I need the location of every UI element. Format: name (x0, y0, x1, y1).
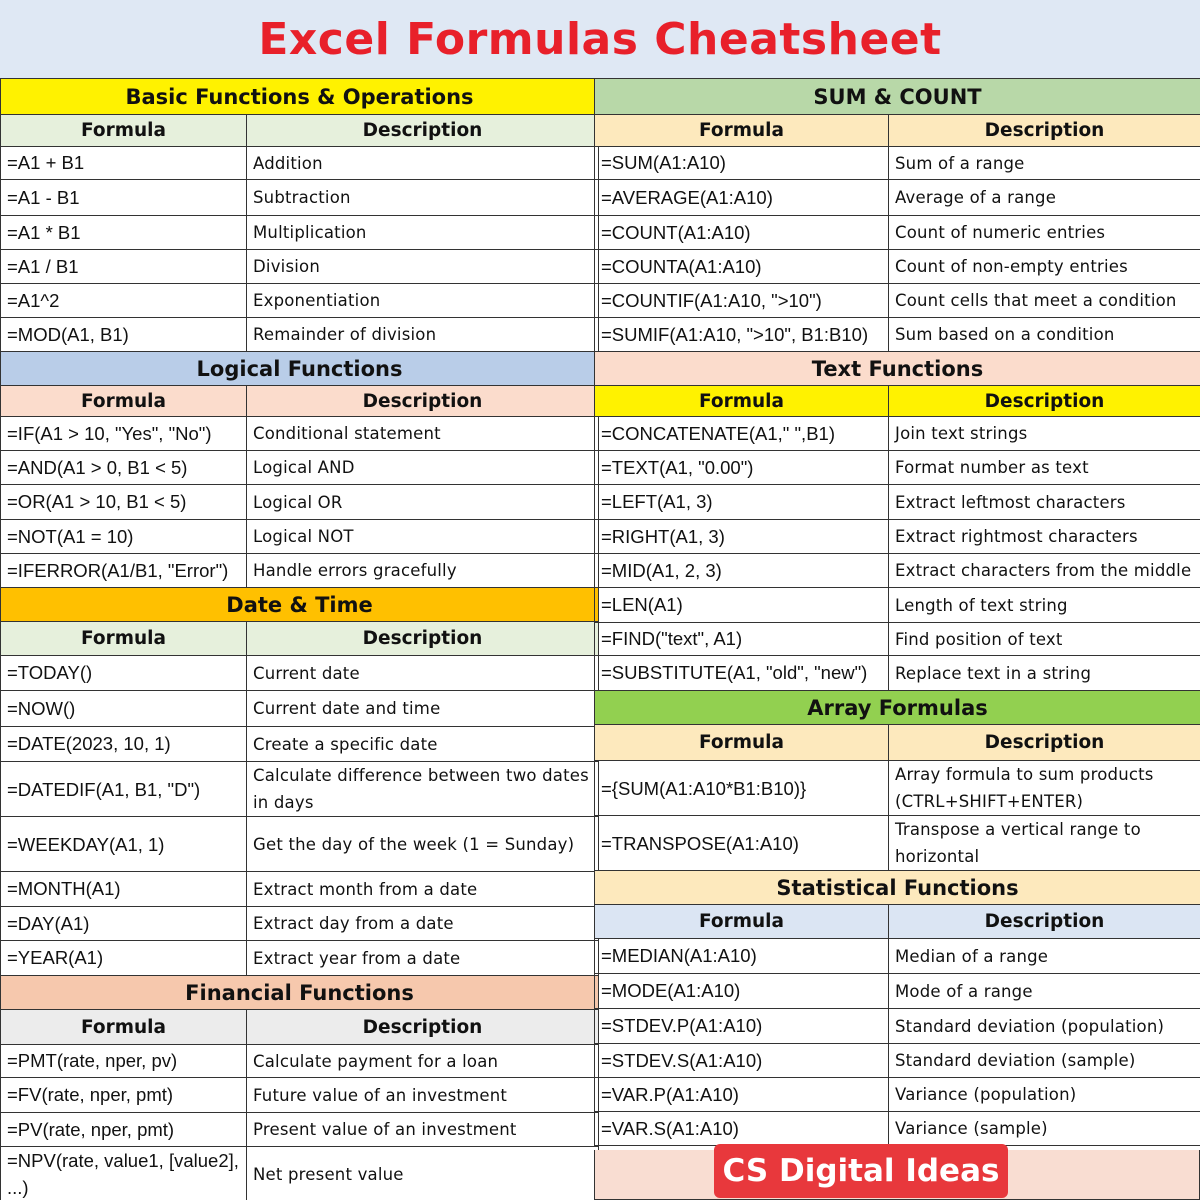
page-title: Excel Formulas Cheatsheet (258, 13, 942, 65)
formula-cell: =FV(rate, nper, pmt) (1, 1078, 247, 1113)
table-row (595, 417, 1200, 451)
section-title-row (1, 79, 599, 115)
table-row (595, 1044, 1200, 1078)
formula-cell: =RIGHT(A1, 3) (595, 520, 889, 554)
formula-cell: =AND(A1 > 0, B1 < 5) (1, 451, 247, 485)
table-row (595, 554, 1200, 588)
description-cell: Average of a range (889, 180, 1200, 216)
section-title: Array Formulas (595, 691, 1200, 725)
section-title-row (595, 871, 1200, 905)
description-cell: Extract rightmost characters (889, 520, 1200, 554)
table-row (1, 907, 599, 941)
description-column-header: Description (889, 386, 1200, 417)
table-row (1, 180, 599, 216)
description-cell: Extract day from a date (247, 907, 599, 941)
table-row (1, 1113, 599, 1147)
table-row (1, 485, 599, 520)
formula-cell: =MONTH(A1) (1, 872, 247, 907)
table-row (1, 417, 599, 451)
table-row (1, 1045, 599, 1078)
table-row (1, 762, 599, 817)
section-title-row (595, 79, 1200, 115)
description-cell: Extract leftmost characters (889, 485, 1200, 520)
formula-column-header: Formula (595, 115, 889, 147)
formula-cell: =SUBSTITUTE(A1, "old", "new") (595, 656, 889, 691)
formula-cell: =LEFT(A1, 3) (595, 485, 889, 520)
table-row (1, 941, 599, 976)
description-cell: Division (247, 250, 599, 284)
formula-cell: =IF(A1 > 10, "Yes", "No") (1, 417, 247, 451)
table-row (1, 727, 599, 762)
table-row (1, 872, 599, 907)
formula-column-header: Formula (1, 115, 247, 147)
table-row (595, 656, 1200, 691)
description-column-header: Description (889, 905, 1200, 939)
formula-cell: =A1 / B1 (1, 250, 247, 284)
right-column (594, 78, 1200, 1200)
formula-cell: =IFERROR(A1/B1, "Error") (1, 554, 247, 588)
description-cell: Future value of an investment (247, 1078, 599, 1113)
column-header-row (1, 622, 599, 656)
table-row (1, 691, 599, 727)
description-cell: Count cells that meet a condition (889, 284, 1200, 318)
table-row (1, 147, 599, 180)
description-cell: Calculate payment for a loan (247, 1045, 599, 1078)
formula-cell: =STDEV.S(A1:A10) (595, 1044, 889, 1078)
formula-cell: =COUNT(A1:A10) (595, 216, 889, 250)
description-cell: Logical AND (247, 451, 599, 485)
description-cell: Logical OR (247, 485, 599, 520)
formula-cell: =FIND("text", A1) (595, 623, 889, 656)
description-cell: Standard deviation (population) (889, 1009, 1200, 1044)
table-row (595, 974, 1200, 1009)
description-cell: Length of text string (889, 588, 1200, 623)
formula-cell: =MEDIAN(A1:A10) (595, 939, 889, 974)
description-column-header: Description (247, 1010, 599, 1045)
left-column (0, 78, 598, 1200)
section-title: Date & Time (1, 588, 599, 622)
description-cell: Count of non-empty entries (889, 250, 1200, 284)
description-cell: Transpose a vertical range to horizontal (889, 816, 1200, 871)
description-cell: Create a specific date (247, 727, 599, 762)
description-cell: Handle errors gracefully (247, 554, 599, 588)
column-header-row (1, 1010, 599, 1045)
description-column-header: Description (889, 725, 1200, 761)
description-cell: Array formula to sum products (CTRL+SHIFT+ENTER) (889, 761, 1200, 816)
description-cell: Find position of text (889, 623, 1200, 656)
description-cell: Median of a range (889, 939, 1200, 974)
formula-column-header: Formula (1, 1010, 247, 1045)
description-cell: Standard deviation (sample) (889, 1044, 1200, 1078)
watermark-text: CS Digital Ideas (722, 1153, 1000, 1189)
table-row (595, 318, 1200, 352)
table-row (1, 1078, 599, 1113)
formula-cell: =NOW() (1, 691, 247, 727)
table-row (1, 520, 599, 554)
description-cell: Variance (sample) (889, 1112, 1200, 1146)
column-header-row (595, 386, 1200, 417)
table-row (595, 180, 1200, 216)
formula-cell: =YEAR(A1) (1, 941, 247, 976)
formula-cell: =A1^2 (1, 284, 247, 318)
description-cell: Mode of a range (889, 974, 1200, 1009)
formula-cell: =MID(A1, 2, 3) (595, 554, 889, 588)
formula-cell: =AVERAGE(A1:A10) (595, 180, 889, 216)
left-table (0, 78, 599, 1200)
table-row (1, 1147, 599, 1200)
table-row (595, 939, 1200, 974)
section-title-row (595, 691, 1200, 725)
column-header-row (595, 905, 1200, 939)
description-column-header: Description (247, 115, 599, 147)
formula-cell: =VAR.P(A1:A10) (595, 1078, 889, 1112)
description-cell: Current date (247, 656, 599, 691)
formula-column-header: Formula (595, 386, 889, 417)
description-cell: Extract characters from the middle (889, 554, 1200, 588)
formula-cell: =NPV(rate, value1, [value2], ...) (1, 1147, 247, 1200)
description-cell: Join text strings (889, 417, 1200, 451)
description-cell: Remainder of division (247, 318, 599, 352)
formula-cell: =VAR.S(A1:A10) (595, 1112, 889, 1146)
description-cell: Exponentiation (247, 284, 599, 318)
section-title: Statistical Functions (595, 871, 1200, 905)
formula-cell: =MOD(A1, B1) (1, 318, 247, 352)
table-row (595, 216, 1200, 250)
watermark-badge (714, 1144, 1008, 1198)
table-row (595, 451, 1200, 485)
section-title-row (1, 976, 599, 1010)
formula-cell: =DATEDIF(A1, B1, "D") (1, 762, 247, 817)
right-table (594, 78, 1200, 1146)
description-cell: Extract month from a date (247, 872, 599, 907)
table-row (595, 147, 1200, 180)
section-title-row (1, 588, 599, 622)
description-cell: Current date and time (247, 691, 599, 727)
formula-cell: ={SUM(A1:A10*B1:B10)} (595, 761, 889, 816)
table-row (595, 623, 1200, 656)
formula-cell: =MODE(A1:A10) (595, 974, 889, 1009)
formula-cell: =WEEKDAY(A1, 1) (1, 817, 247, 872)
description-cell: Extract year from a date (247, 941, 599, 976)
table-row (1, 318, 599, 352)
formula-cell: =COUNTA(A1:A10) (595, 250, 889, 284)
title-banner (0, 0, 1200, 78)
column-header-row (1, 115, 599, 147)
formula-cell: =OR(A1 > 10, B1 < 5) (1, 485, 247, 520)
formula-cell: =DATE(2023, 10, 1) (1, 727, 247, 762)
description-cell: Format number as text (889, 451, 1200, 485)
formula-cell: =COUNTIF(A1:A10, ">10") (595, 284, 889, 318)
formula-cell: =STDEV.P(A1:A10) (595, 1009, 889, 1044)
formula-cell: =LEN(A1) (595, 588, 889, 623)
formula-cell: =NOT(A1 = 10) (1, 520, 247, 554)
section-title: SUM & COUNT (595, 79, 1200, 115)
column-header-row (1, 386, 599, 417)
formula-cell: =DAY(A1) (1, 907, 247, 941)
table-row (595, 1112, 1200, 1146)
description-cell: Variance (population) (889, 1078, 1200, 1112)
table-row (1, 451, 599, 485)
description-cell: Present value of an investment (247, 1113, 599, 1147)
section-title: Financial Functions (1, 976, 599, 1010)
table-row (595, 1078, 1200, 1112)
column-header-row (595, 115, 1200, 147)
description-column-header: Description (247, 386, 599, 417)
table-row (1, 284, 599, 318)
table-row (595, 485, 1200, 520)
description-cell: Replace text in a string (889, 656, 1200, 691)
table-row (595, 1009, 1200, 1044)
section-title: Text Functions (595, 352, 1200, 386)
description-cell: Get the day of the week (1 = Sunday) (247, 817, 599, 872)
section-title: Basic Functions & Operations (1, 79, 599, 115)
formula-cell: =SUM(A1:A10) (595, 147, 889, 180)
description-cell: Sum of a range (889, 147, 1200, 180)
description-cell: Subtraction (247, 180, 599, 216)
description-cell: Addition (247, 147, 599, 180)
table-row (595, 520, 1200, 554)
description-cell: Logical NOT (247, 520, 599, 554)
formula-column-header: Formula (595, 725, 889, 761)
formula-cell: =A1 - B1 (1, 180, 247, 216)
section-title-row (595, 352, 1200, 386)
table-row (595, 588, 1200, 623)
section-title-row (1, 352, 599, 386)
formula-cell: =PV(rate, nper, pmt) (1, 1113, 247, 1147)
description-cell: Conditional statement (247, 417, 599, 451)
description-cell: Sum based on a condition (889, 318, 1200, 352)
description-cell: Multiplication (247, 216, 599, 250)
table-row (595, 816, 1200, 871)
formula-cell: =TRANSPOSE(A1:A10) (595, 816, 889, 871)
table-row (1, 216, 599, 250)
table-row (1, 817, 599, 872)
table-row (1, 250, 599, 284)
table-row (1, 656, 599, 691)
formula-cell: =CONCATENATE(A1," ",B1) (595, 417, 889, 451)
formula-cell: =TODAY() (1, 656, 247, 691)
column-header-row (595, 725, 1200, 761)
formula-cell: =SUMIF(A1:A10, ">10", B1:B10) (595, 318, 889, 352)
description-cell: Net present value (247, 1147, 599, 1200)
description-cell: Count of numeric entries (889, 216, 1200, 250)
table-row (595, 761, 1200, 816)
formula-column-header: Formula (595, 905, 889, 939)
formula-cell: =A1 * B1 (1, 216, 247, 250)
table-row (1, 554, 599, 588)
section-title: Logical Functions (1, 352, 599, 386)
formula-cell: =PMT(rate, nper, pv) (1, 1045, 247, 1078)
formula-cell: =A1 + B1 (1, 147, 247, 180)
table-row (595, 284, 1200, 318)
description-cell: Calculate difference between two dates in days (247, 762, 599, 817)
formula-column-header: Formula (1, 386, 247, 417)
description-column-header: Description (889, 115, 1200, 147)
formula-column-header: Formula (1, 622, 247, 656)
formula-cell: =TEXT(A1, "0.00") (595, 451, 889, 485)
table-row (595, 250, 1200, 284)
description-column-header: Description (247, 622, 599, 656)
